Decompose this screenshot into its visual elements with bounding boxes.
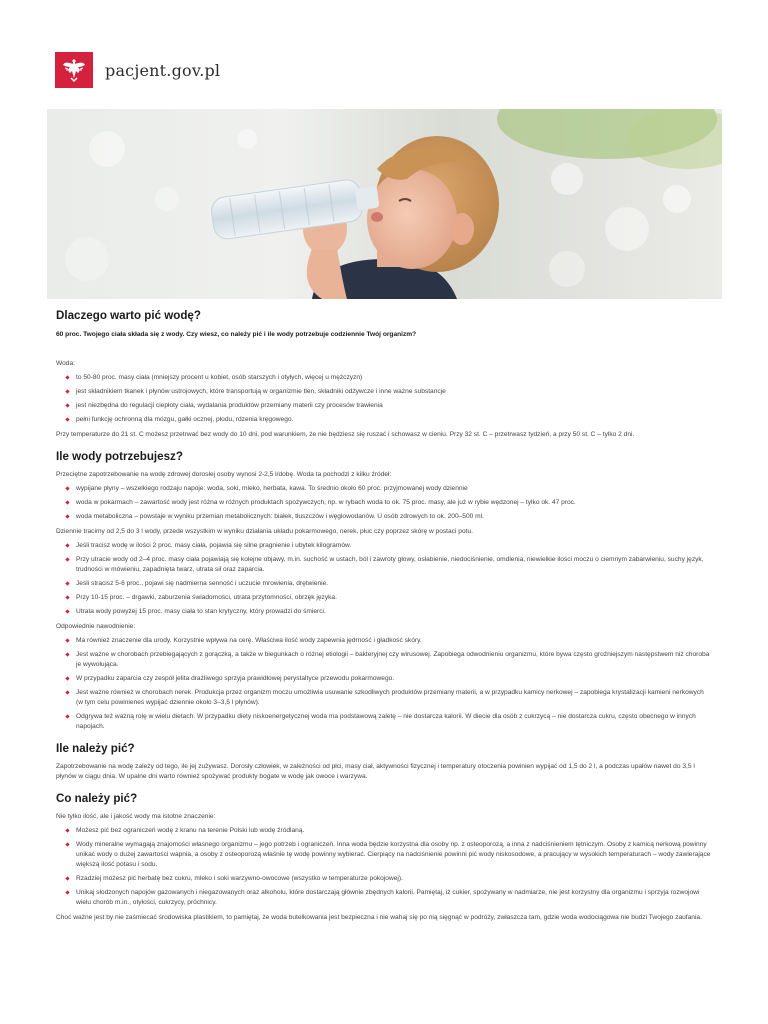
- section-heading-what: Co należy pić?: [56, 792, 138, 805]
- list-item: wypijane płyny – wszelkiego rodzaju napoje: woda, soki, mleko, herbata, kawa. To średnio około 60 proc. przyjmowanej wody dziennie: [66, 484, 712, 494]
- list-item: W przypadku zaparcia czy zespół jelita drażliwego sprzyja prawidłowej perystaltyce przewodu pokarmowego.: [66, 674, 712, 684]
- list-item: Jeśli tracisz wodę w ilości 2 proc. masy ciała, pojawia się silne pragnienie i ubytek kilogramów.: [66, 541, 712, 551]
- list-item: Jest ważne również w chorobach nerek. Produkcja przez organizm moczu umożliwia usuwanie szkodliwych produktów przemiany materii, a w przypadku kamicy nerkowej – zapobiega krystalizacji kamieni nerkowych (w tym celu powinieneś wypijać dziennie około 3–3,5 l płynów).: [66, 688, 712, 708]
- list-item: Ma również znaczenie dla urody. Korzystnie wpływa na cerę. Właściwa ilość wody zapewnia jędrność i gładkość skóry.: [66, 636, 712, 646]
- page-title: Dlaczego warto pić wodę?: [56, 309, 201, 322]
- list-item: jest składnikiem tkanek i płynów ustrojowych, które transportują w organizmie tlen, składniki odżywcze i inne ważne substancje: [66, 387, 712, 397]
- list-item: Przy 10-15 proc. – drgawki, zaburzenia świadomości, utrata przytomności, obrzęk języka.: [66, 593, 712, 603]
- list-item: pełni funkcję ochronną dla mózgu, gałki ocznej, płodu, rdzenia kręgowego.: [66, 415, 712, 425]
- site-name[interactable]: pacjent.gov.pl: [105, 60, 221, 80]
- list-item: to 50-80 proc. masy ciała (mniejszy procent u kobiet, osób starszych i otyłych, więcej u mężczyzn): [66, 373, 712, 383]
- need-intro: Przeciętne zapotrzebowanie na wodę zdrowej dorosłej osoby wynosi 2-2,5 l/dobę. Woda ta pochodzi z kilku źródeł:: [56, 471, 392, 478]
- list-item: Utrata wody powyżej 15 proc. masy ciała to stan krytyczny, który prowadzi do śmierci.: [66, 607, 712, 617]
- list-item: Unikaj słodzonych napojów gazowanych i niegazowanych oraz alkoholu, które dostarczają głównie zbędnych kalorii. Pamiętaj, iż cukier, spożywany w nadmiarze, nie jest korzystny dla organizmu i sprzyja rozwojowi wielu chorób m.in., otyłości, cukrzycy, próchnicy.: [66, 888, 712, 908]
- child-drinking-water-photo: [47, 109, 722, 299]
- list-item: woda metaboliczna – powstaje w wyniku przemian metabolicznych: białek, tłuszczów i węglowodanów. U osób zdrowych to ok. 200–500 ml.: [66, 512, 712, 522]
- how-much-paragraph: Zapotrzebowanie na wodę zależy od tego, ile jej zużywasz. Dorosły człowiek, w zależności od płci, masy ciał, aktywności fizycznej i temperatury otoczenia powinien wypijać od 1,5 do 2 l, a podczas upałów nawet do 3,5 l płynów w ciągu dnia. W upalne dni warto również spożywać produkty bogate w wodę jak owoce i warzywa.: [56, 763, 695, 780]
- sources-list: [56, 484, 712, 522]
- list-item: Odgrywa też ważną rolę w wielu dietach. W przypadku diety niskoenergetycznej woda ma podstawową zaletę – nie dostarcza kalorii. W diecie dla osób z cukrzycą – nie dostarcza cukru, często obecnego w innych napojach.: [66, 712, 712, 732]
- closing-paragraph: Choć ważne jest by nie zaśmiecać środowiska plastikiem, to pamiętaj, że woda butelkowania jest bezpieczna i nie wahaj się po nią sięgnąć w podróży, zwłaszcza tam, gdzie woda wodociągowa nie budzi Twojego zaufania.: [56, 914, 702, 921]
- list-item: Możesz pić bez ograniczeń wodę z kranu na terenie Polski lub wodę źródlaną.: [66, 826, 712, 836]
- temperature-paragraph: Przy temperaturze do 21 st. C możesz przetrwać bez wody do 10 dni, pod warunkiem, że nie będziesz się ruszać i schowasz w cieniu. Przy 32 st. C – przetrwasz tydzień, a przy 50 st. C – tylko 2 dni.: [56, 431, 635, 438]
- list-item: Jest ważne w chorobach przebiegających z gorączką, a także w biegunkach o różnej etiologii – bakteryjnej czy wirusowej. Zapobiega odwodnieniu organizmu, które bywa często groźniejszym następstwem niż choroba je wywołująca.: [66, 650, 712, 670]
- water-list: [56, 373, 712, 425]
- article: [56, 303, 712, 927]
- site-header: [55, 52, 220, 88]
- list-item: Rzadziej możesz pić herbatę bez cukru, mleko i soki warzywno-owocowe (wszystko w temperaturze pokojowej).: [66, 874, 712, 884]
- hydration-list: [56, 636, 712, 732]
- hero-image: [47, 109, 722, 299]
- loss-list: [56, 541, 712, 617]
- loss-intro: Dziennie tracimy od 2,5 do 3 l wody, przede wszystkim w wyniku działania układu pokarmowego, nerek, płuc czy poprzez skórę w postaci potu.: [56, 528, 473, 535]
- section-heading-how-much: Ile należy pić?: [56, 742, 135, 755]
- list-item: Przy utracie wody od 2–4 proc. masy ciała pojawiają się kolejne objawy, m.in. suchość w ustach, ból i zawroty głowy, osłabienie, niedociśnienie, omdlenia, niewielkie ilości moczu o ciemnym zabarwieniu, suchy język, trudności w mówieniu, zapadnięta twarz, utrata sił oraz zaparcia.: [66, 555, 712, 575]
- hydration-label: Odpowiednie nawodnienie:: [56, 623, 136, 630]
- what-list: [56, 826, 712, 908]
- section-heading-need: Ile wody potrzebujesz?: [56, 450, 183, 463]
- water-label: Woda:: [56, 360, 75, 367]
- what-intro: Nie tylko ilość, ale i jakość wody ma istotne znaczenie:: [56, 813, 216, 820]
- polish-eagle-emblem-icon[interactable]: [55, 52, 93, 88]
- list-item: woda w pokarmach – zawartość wody jest różna w różnych produktach spożywczych, np. w rybach woda to ok. 75 proc. masy, ale już w rybie wędzonej – tylko ok. 47 proc.: [66, 498, 712, 508]
- list-item: Jeśli stracisz 5-6 proc., pojawi się nadmierna senność i uczucie mrowienia, drętwienie.: [66, 579, 712, 589]
- lead-paragraph: 60 proc. Twojego ciała składa się z wody. Czy wiesz, co należy pić i ile wody potrzebuje codziennie Twój organizm?: [56, 331, 417, 338]
- list-item: jest niezbędna do regulacji ciepłoty ciała, wydalania produktów przemiany materii czy procesów trawienia: [66, 401, 712, 411]
- list-item: Wody mineralne wymagają znajomości własnego organizmu – jego potrzeb i ograniczeń. Inna woda będzie korzystna dla osoby np. z osteoporozą, a inna z nadciśnieniem tętniczym. Osoby z kamicą nerkową powinny unikać wody o dużej zawartości wapnia, a osoby z osteoporozą właśnie tę wodę powinny wybierać. Cierpiący na nadciśnienie powinni pić wody niskosodowe, a pracujący w wysokich temperaturach – wody zawierające większą ilość potasu i sodu.: [66, 840, 712, 870]
